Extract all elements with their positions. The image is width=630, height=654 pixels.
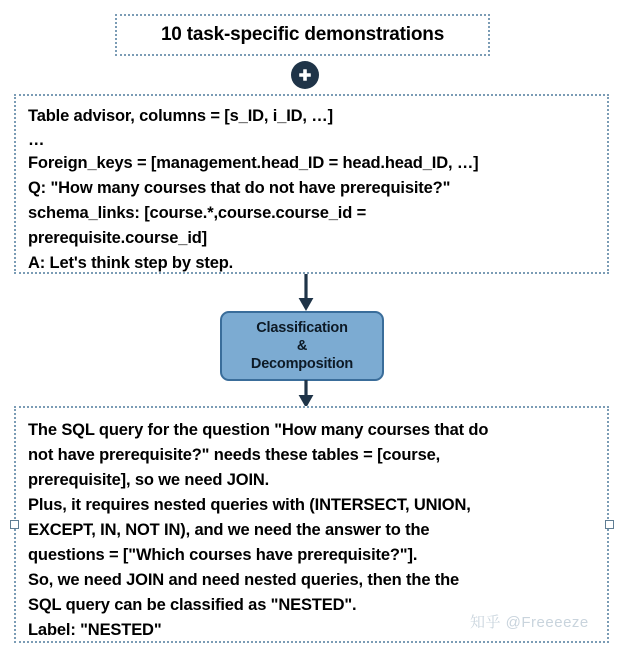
- arrow-down-to-answer: [296, 380, 316, 408]
- prompt-line: Table advisor, columns = [s_ID, i_ID, …]: [28, 107, 333, 125]
- prompt-line: A: Let's think step by step.: [28, 254, 234, 272]
- selection-handle-left[interactable]: [10, 520, 19, 529]
- answer-line: EXCEPT, IN, NOT IN), and we need the answer to the: [28, 521, 430, 539]
- answer-line: Label: "NESTED": [28, 621, 162, 639]
- prompt-line: Q: "How many courses that do not have prerequisite?": [28, 179, 451, 197]
- selection-handle-right[interactable]: [605, 520, 614, 529]
- arrow-down-to-process: [296, 274, 316, 312]
- prompt-text-box: [14, 94, 609, 274]
- answer-line: So, we need JOIN and need nested queries, then the the: [28, 571, 460, 589]
- prompt-line: Foreign_keys = [management.head_ID = head.head_ID, …]: [28, 154, 479, 172]
- answer-line: questions = ["Which courses have prerequisite?"].: [28, 546, 418, 564]
- answer-line: not have prerequisite?" needs these tables = [course,: [28, 446, 441, 464]
- prompt-line: schema_links: [course.*,course.course_id =: [28, 204, 367, 222]
- answer-text-box: [14, 406, 609, 643]
- prompt-line: …: [28, 131, 46, 149]
- answer-line: Plus, it requires nested queries with (INTERSECT, UNION,: [28, 496, 471, 514]
- task-demonstrations-label: 10 task-specific demonstrations: [160, 24, 445, 45]
- watermark-label: 知乎 @Freeeeze: [470, 614, 589, 631]
- answer-line: prerequisite], so we need JOIN.: [28, 471, 270, 489]
- plus-icon: [291, 61, 319, 89]
- task-demonstrations-box: [115, 14, 490, 56]
- classification-decomposition-box: [220, 311, 384, 381]
- prompt-line: prerequisite.course_id]: [28, 229, 208, 247]
- answer-line: SQL query can be classified as "NESTED".: [28, 596, 357, 614]
- process-line-decomposition: Decomposition: [250, 356, 354, 372]
- answer-line: The SQL query for the question "How many courses that do: [28, 421, 489, 439]
- process-line-classification: Classification: [256, 320, 348, 336]
- process-line-ampersand: &: [296, 338, 308, 354]
